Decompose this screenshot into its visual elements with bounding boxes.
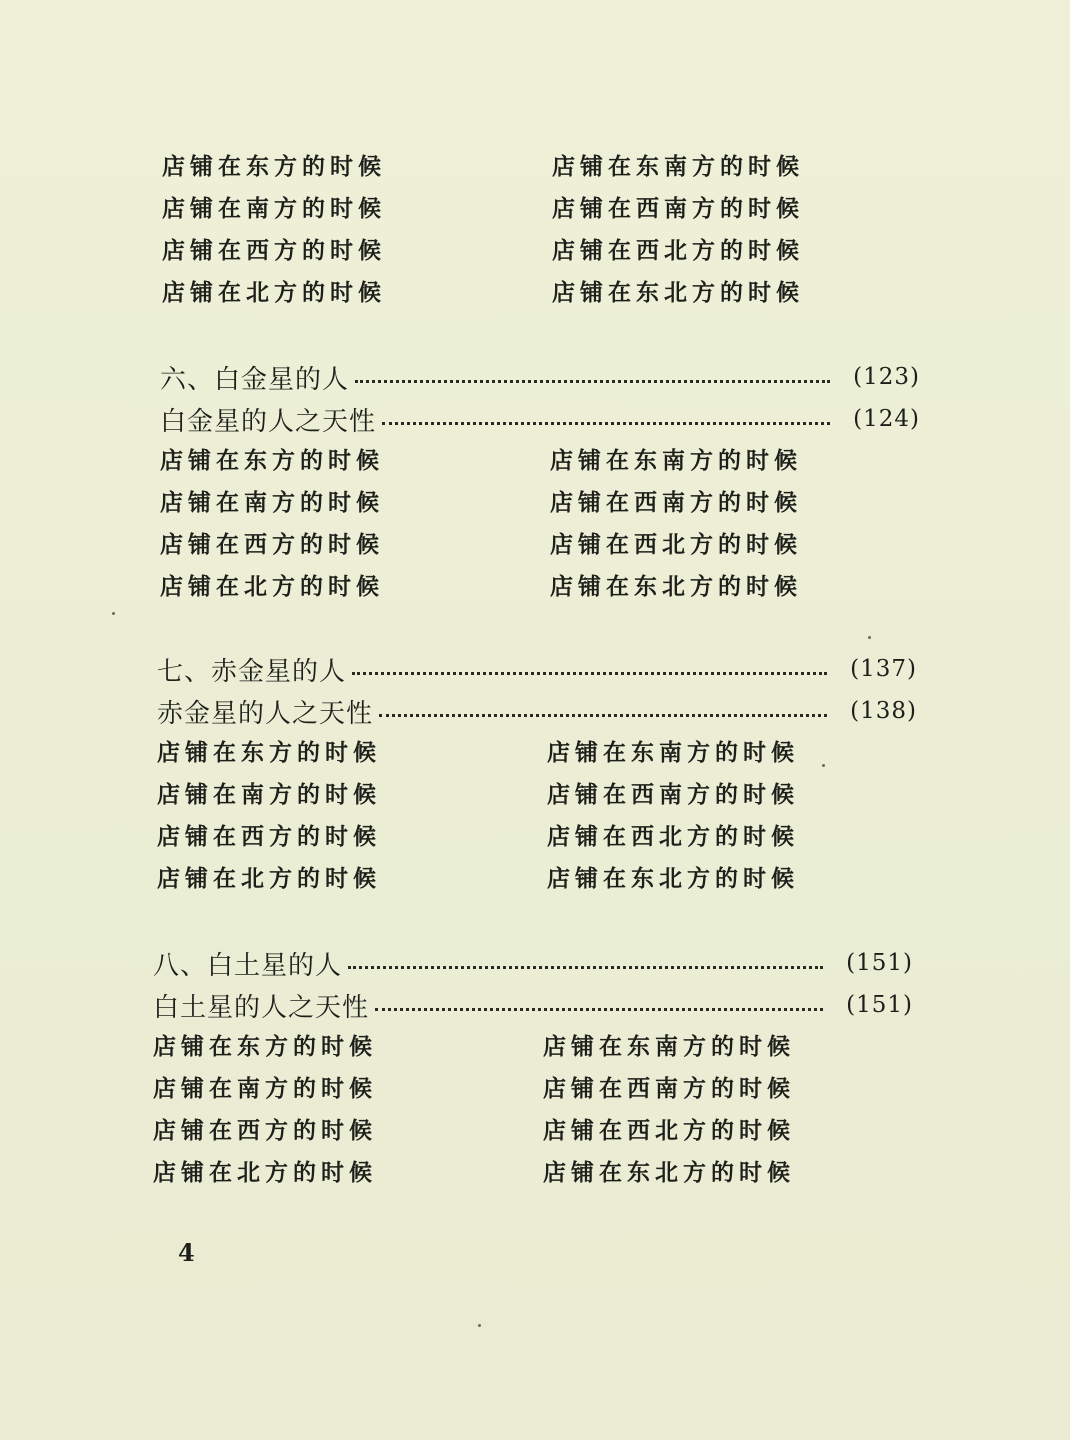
toc-item: 店铺在西北方的时候 (552, 238, 804, 264)
toc-item: 店铺在西方的时候 (160, 532, 384, 558)
heading-page-number: (151) (846, 950, 913, 976)
subsection-list (162, 146, 922, 314)
toc-item: 店铺在北方的时候 (160, 574, 384, 600)
toc-heading (157, 648, 917, 690)
dot-leader (375, 1008, 823, 1011)
page-number: 4 (178, 1238, 195, 1267)
toc-item: 店铺在东南方的时候 (543, 1034, 795, 1060)
dot-leader (379, 714, 827, 717)
toc-item: 店铺在南方的时候 (153, 1076, 377, 1102)
toc-item: 店铺在东方的时候 (160, 448, 384, 474)
heading-page-number: (124) (853, 406, 920, 432)
heading-page-number: (123) (853, 364, 920, 390)
subsection-list (157, 732, 917, 900)
heading-page-number: (137) (850, 656, 917, 682)
toc-item: 店铺在东南方的时候 (547, 740, 799, 766)
heading-title: 七、赤金星的人 (157, 656, 347, 687)
heading-title: 白金星的人之天性 (160, 406, 377, 437)
toc-heading (153, 942, 913, 984)
toc-item: 店铺在西方的时候 (153, 1118, 377, 1144)
toc-section-continued (162, 146, 922, 314)
toc-item: 店铺在南方的时候 (157, 782, 381, 808)
toc-heading (153, 984, 913, 1026)
scan-speck (112, 612, 115, 615)
subsection-list (153, 1026, 913, 1194)
toc-heading (160, 356, 920, 398)
subsection-list (160, 440, 920, 608)
toc-item: 店铺在北方的时候 (153, 1160, 377, 1186)
toc-section-6 (160, 356, 920, 608)
toc-item: 店铺在西北方的时候 (550, 532, 802, 558)
toc-section-7 (157, 648, 917, 900)
toc-item: 店铺在南方的时候 (160, 490, 384, 516)
heading-title: 白土星的人之天性 (153, 992, 370, 1023)
heading-title: 赤金星的人之天性 (157, 698, 374, 729)
toc-item: 店铺在东方的时候 (153, 1034, 377, 1060)
heading-title: 六、白金星的人 (160, 364, 350, 395)
toc-heading (157, 690, 917, 732)
toc-heading (160, 398, 920, 440)
toc-item: 店铺在西南方的时候 (547, 782, 799, 808)
scan-speck (478, 1324, 481, 1327)
toc-item: 店铺在西北方的时候 (547, 824, 799, 850)
toc-section-8 (153, 942, 913, 1194)
dot-leader (348, 966, 823, 969)
toc-item: 店铺在东北方的时候 (550, 574, 802, 600)
dot-leader (355, 380, 830, 383)
toc-item: 店铺在西方的时候 (157, 824, 381, 850)
toc-item: 店铺在西方的时候 (162, 238, 386, 264)
dot-leader (352, 672, 827, 675)
heading-title: 八、白土星的人 (153, 950, 343, 981)
toc-item: 店铺在西北方的时候 (543, 1118, 795, 1144)
toc-item: 店铺在东南方的时候 (550, 448, 802, 474)
toc-item: 店铺在东北方的时候 (552, 280, 804, 306)
scan-speck (868, 636, 871, 639)
toc-item: 店铺在西南方的时候 (550, 490, 802, 516)
dot-leader (382, 422, 830, 425)
scan-speck (822, 764, 825, 767)
toc-item: 店铺在东方的时候 (162, 154, 386, 180)
toc-item: 店铺在东南方的时候 (552, 154, 804, 180)
toc-item: 店铺在北方的时候 (157, 866, 381, 892)
heading-page-number: (151) (846, 992, 913, 1018)
toc-item: 店铺在南方的时候 (162, 196, 386, 222)
toc-item: 店铺在西南方的时候 (552, 196, 804, 222)
toc-item: 店铺在西南方的时候 (543, 1076, 795, 1102)
toc-item: 店铺在东方的时候 (157, 740, 381, 766)
heading-page-number: (138) (850, 698, 917, 724)
toc-item: 店铺在东北方的时候 (543, 1160, 795, 1186)
toc-item: 店铺在东北方的时候 (547, 866, 799, 892)
toc-item: 店铺在北方的时候 (162, 280, 386, 306)
